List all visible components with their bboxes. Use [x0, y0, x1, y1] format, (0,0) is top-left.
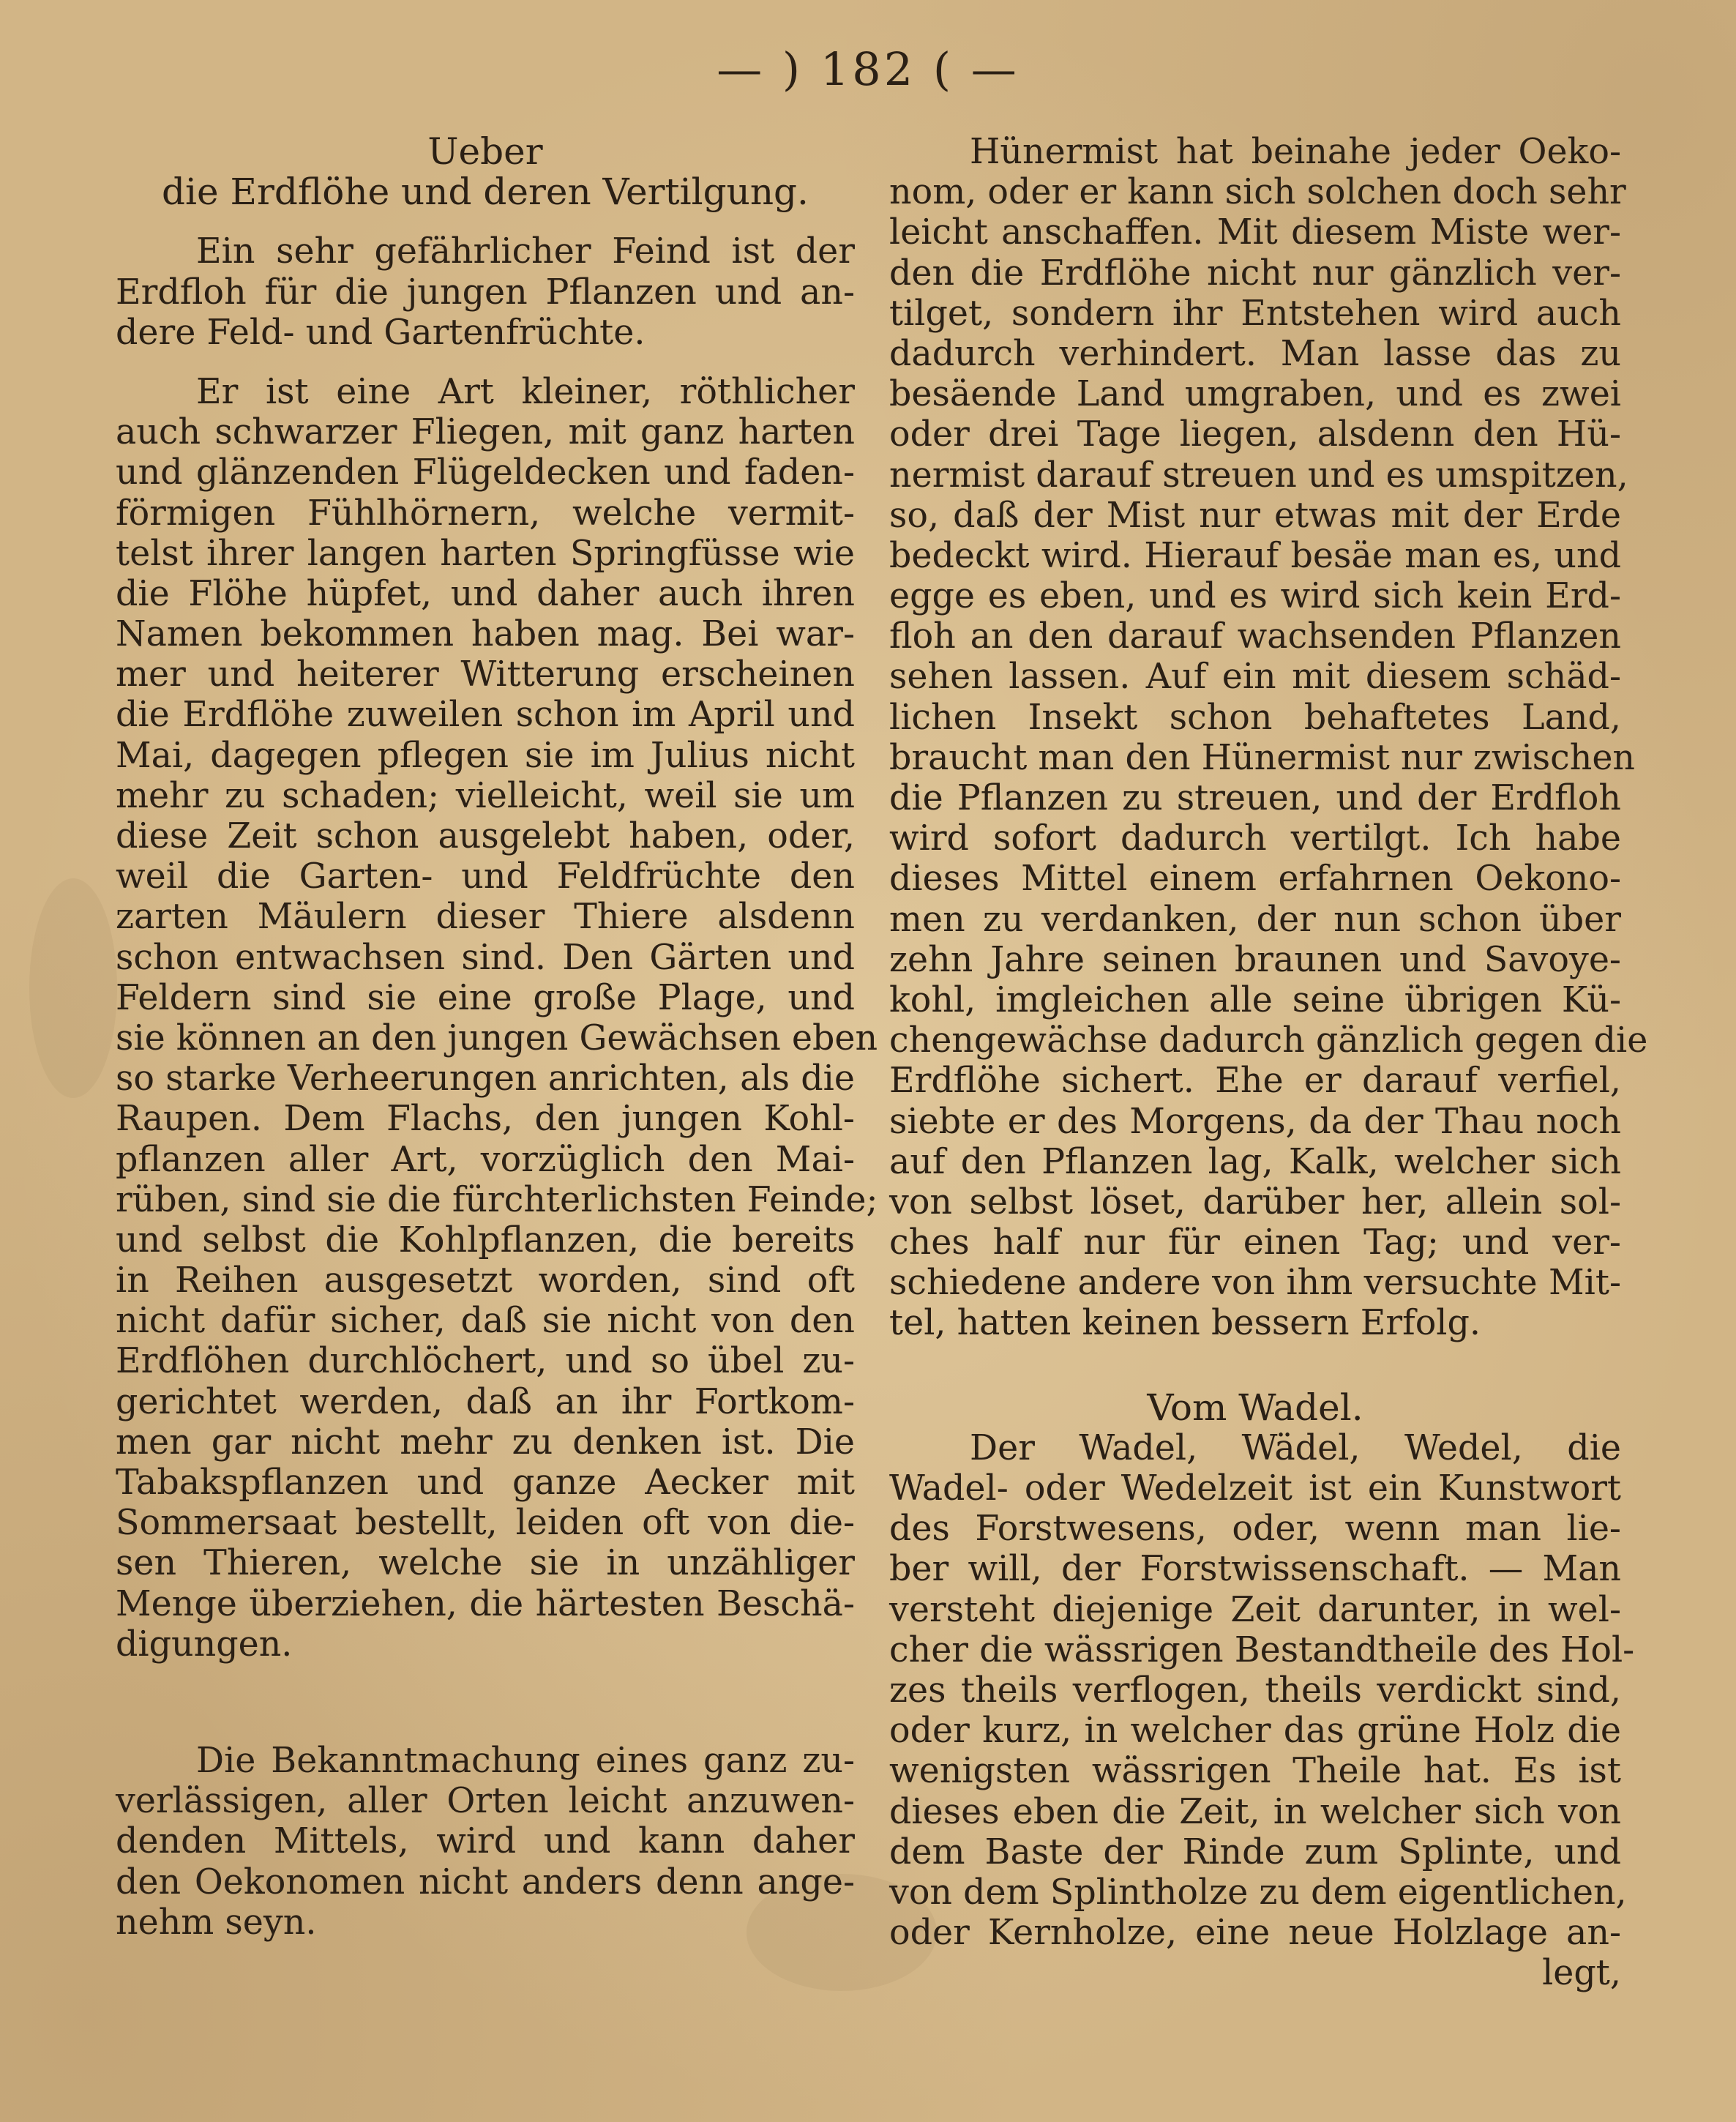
text-line: kohl, imgleichen alle seine übrigen Kü- — [889, 979, 1621, 1020]
spacer — [889, 1344, 1621, 1388]
text-line: ches half nur für einen Tag; und ver- — [889, 1222, 1621, 1263]
text-line: Erdflöhe sichert. Ehe er darauf verfiel, — [889, 1061, 1621, 1102]
text-line: sehen lassen. Auf ein mit diesem schäd- — [889, 657, 1621, 698]
article-title-line: die Erdflöhe und deren Vertilgung. — [162, 171, 809, 214]
text-line: chengewächse dadurch gänzlich gegen die — [889, 1020, 1648, 1061]
text-line: denden Mittels, wird und kann daher — [116, 1821, 855, 1862]
text-line: Mai, dagegen pflegen sie im Julius nicht — [116, 735, 855, 776]
text-line: cher die wässrigen Bestandtheile des Hol- — [889, 1629, 1635, 1670]
text-line: gerichtet werden, daß an ihr Fortkom- — [116, 1381, 855, 1422]
text-line: telst ihrer langen harten Springfüsse wie — [116, 533, 855, 574]
text-line: braucht man den Hünermist nur zwischen — [889, 737, 1636, 778]
right-column — [889, 132, 1648, 1994]
text-line: Der Wadel, Wädel, Wedel, die — [970, 1427, 1621, 1468]
text-line: die Pflanzen zu streuen, und der Erdfloh — [889, 778, 1621, 818]
text-line: siebte er des Morgens, da der Thau noch — [889, 1101, 1621, 1142]
text-line: tilget, sondern ihr Entstehen wird auch — [889, 293, 1621, 334]
text-line: wenigsten wässrigen Theile hat. Es ist — [889, 1751, 1621, 1792]
text-line: nehm seyn. — [116, 1902, 317, 1943]
text-line: und glänzenden Flügeldecken und faden- — [116, 452, 855, 493]
text-line: auf den Pflanzen lag, Kalk, welcher sich — [889, 1141, 1621, 1182]
paper-stain — [29, 878, 117, 1098]
text-line: Tabakspflanzen und ganze Aecker mit — [116, 1462, 855, 1503]
text-line: schon entwachsen sind. Den Gärten und — [116, 937, 855, 978]
spacer — [116, 212, 855, 231]
left-column — [116, 130, 878, 1943]
text-line: dere Feld- und Gartenfrüchte. — [116, 312, 646, 353]
article-title: Vom Wadel. — [1147, 1386, 1363, 1429]
text-line: wird sofort dadurch vertilgt. Ich habe — [889, 818, 1621, 859]
article-title-line: Ueber — [427, 130, 543, 173]
spacer — [116, 1665, 855, 1741]
text-line: dem Baste der Rinde zum Splinte, und — [889, 1831, 1621, 1872]
text-line: auch schwarzer Fliegen, mit ganz harten — [116, 412, 855, 453]
text-line: sie können an den jungen Gewächsen eben — [116, 1017, 878, 1058]
text-line: Die Bekanntmachung eines ganz zu- — [196, 1740, 855, 1781]
text-line: Menge überziehen, die härtesten Beschä- — [116, 1583, 855, 1624]
text-line: nicht dafür sicher, daß sie nicht von den — [116, 1301, 855, 1342]
text-line: nom, oder er kann sich solchen doch sehr — [889, 172, 1626, 213]
text-line: Erdflöhen durchlöchert, und so übel zu- — [116, 1341, 855, 1382]
text-line: Hünermist hat beinahe jeder Oeko- — [970, 132, 1621, 172]
text-line: von selbst löset, darüber her, allein sol- — [889, 1181, 1621, 1222]
catchword: legt, — [1542, 1953, 1621, 1994]
text-line: Sommersaat bestellt, leiden oft von die- — [116, 1503, 855, 1544]
text-line: den die Erdflöhe nicht nur gänzlich ver- — [889, 253, 1621, 294]
text-line: in Reihen ausgesetzt worden, sind oft — [116, 1260, 855, 1301]
text-line: zarten Mäulern dieser Thiere alsdenn — [116, 897, 855, 938]
text-line: bedeckt wird. Hierauf besäe man es, und — [889, 535, 1621, 576]
text-line: des Forstwesens, oder, wenn man lie- — [889, 1509, 1621, 1550]
text-line: lichen Insekt schon behaftetes Land, — [889, 697, 1621, 738]
text-line: Feldern sind sie eine große Plage, und — [116, 977, 855, 1018]
text-line: so, daß der Mist nur etwas mit der Erde — [889, 495, 1621, 536]
text-line: zes theils verflogen, theils verdickt sind, — [889, 1670, 1621, 1711]
text-line: leicht anschaffen. Mit diesem Miste wer- — [889, 212, 1621, 253]
text-line: digungen. — [116, 1624, 293, 1665]
text-line: so starke Verheerungen anrichten, als die — [116, 1058, 855, 1099]
text-line: mehr zu schaden; vielleicht, weil sie um — [116, 775, 855, 816]
text-line: zehn Jahre seinen braunen und Savoye- — [889, 939, 1621, 980]
text-line: Raupen. Dem Flachs, den jungen Kohl- — [116, 1099, 855, 1140]
paragraph — [116, 1741, 855, 1943]
paragraph — [116, 231, 855, 353]
text-line: versteht diejenige Zeit darunter, in wel- — [889, 1589, 1621, 1630]
text-line: nermist darauf streuen und es umspitzen, — [889, 455, 1628, 496]
text-line: rüben, sind sie die fürchterlichsten Feinde; — [116, 1179, 878, 1220]
text-line: den Oekonomen nicht anders denn ange- — [116, 1861, 855, 1902]
text-line: Ein sehr gefährlicher Feind ist der — [196, 231, 855, 272]
text-line: dadurch verhindert. Man lasse das zu — [889, 333, 1621, 374]
text-line: tel, hatten keinen bessern Erfolg. — [889, 1303, 1481, 1344]
text-line: dieses eben die Zeit, in welcher sich von — [889, 1791, 1621, 1832]
text-line: oder kurz, in welcher das grüne Holz die — [889, 1711, 1621, 1752]
text-line: ber will, der Forstwissenschaft. — Man — [889, 1549, 1621, 1590]
text-line: dieses Mittel einem erfahrnen Oekono- — [889, 859, 1621, 900]
text-line: Er ist eine Art kleiner, röthlicher — [196, 371, 855, 412]
text-line: verlässigen, aller Orten leicht anzuwen- — [116, 1781, 855, 1822]
text-line: egge es eben, und es wird sich kein Erd- — [889, 576, 1621, 617]
text-line: oder Kernholze, eine neue Holzlage an- — [889, 1913, 1621, 1954]
text-line: und selbst die Kohlpflanzen, die bereits — [116, 1219, 855, 1260]
text-line: mer und heiterer Witterung erscheinen — [116, 654, 855, 695]
paragraph — [889, 132, 1648, 1344]
text-line: schiedene andere von ihm versuchte Mit- — [889, 1263, 1621, 1304]
text-line: men zu verdanken, der nun schon über — [889, 899, 1621, 940]
text-line: Wadel- oder Wedelzeit ist ein Kunstwort — [889, 1468, 1621, 1509]
text-line: sen Thieren, welche sie in unzähliger — [116, 1543, 855, 1584]
text-line: oder drei Tage liegen, alsdenn den Hü- — [889, 414, 1621, 455]
text-line: men gar nicht mehr zu denken ist. Die — [116, 1421, 855, 1462]
text-line: förmigen Fühlhörnern, welche vermit- — [116, 493, 855, 534]
spacer — [116, 353, 855, 372]
text-line: von dem Splintholze zu dem eigentlichen, — [889, 1872, 1627, 1913]
text-line: weil die Garten- und Feldfrüchte den — [116, 856, 855, 897]
text-line: besäende Land umgraben, und es zwei — [889, 374, 1621, 415]
paragraph — [889, 1427, 1635, 1954]
text-line: diese Zeit schon ausgelebt haben, oder, — [116, 816, 855, 856]
text-line: Namen bekommen haben mag. Bei war- — [116, 614, 855, 655]
text-line: die Erdflöhe zuweilen schon im April und — [116, 695, 855, 736]
paragraph — [116, 371, 878, 1665]
text-line: pflanzen aller Art, vorzüglich den Mai- — [116, 1139, 855, 1180]
text-line: Erdfloh für die jungen Pflanzen und an- — [116, 272, 855, 313]
text-line: die Flöhe hüpfet, und daher auch ihren — [116, 573, 855, 614]
text-line: floh an den darauf wachsenden Pflanzen — [889, 616, 1621, 657]
page-header: — ) 182 ( — — [717, 42, 1019, 96]
